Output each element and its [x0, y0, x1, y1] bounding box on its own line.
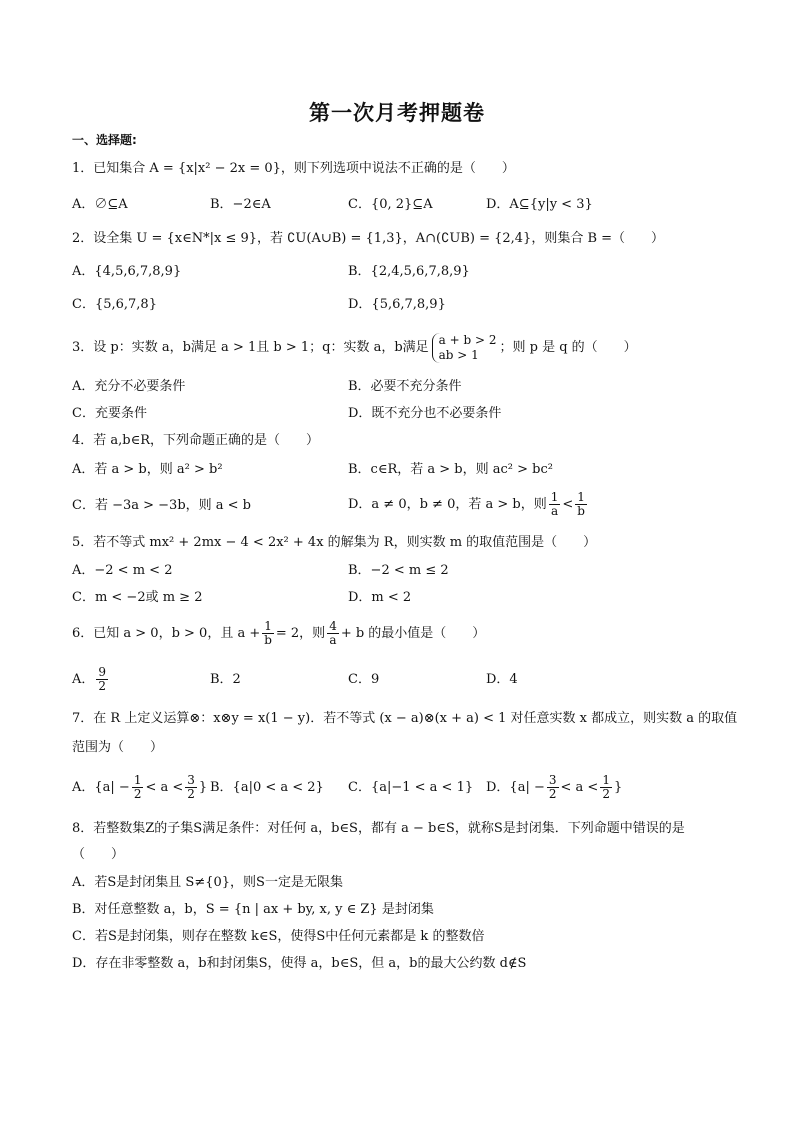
q6-f2-num: 4 [329, 619, 337, 633]
q8-option-a: A．若S是封闭集且 S≠{0}，则S一定是无限集 [72, 875, 343, 890]
q4-option-d-text: D．a ≠ 0，b ≠ 0，若 a > b，则 [348, 497, 547, 512]
q7-a-f1-den: 2 [133, 787, 142, 801]
q4-d-f1-num: 1 [550, 490, 559, 504]
q2-option-b: B．{2,4,5,6,7,8,9} [348, 264, 470, 279]
q4-d-fraction-1 [549, 491, 561, 518]
q6-stem-a: 6．已知 a > 0，b > 0，且 a + [72, 626, 261, 641]
q6-f1-den: b [264, 633, 272, 647]
q4-option-d [348, 490, 589, 520]
q2-option-a: A．{4,5,6,7,8,9} [72, 264, 182, 279]
q7-a-fraction-2 [185, 774, 197, 801]
q6-option-b: B．2 [210, 672, 241, 687]
q3-option-d: D．既不充分也不必要条件 [348, 406, 502, 421]
q6-stem-c: + b 的最小值是（ ） [340, 626, 486, 641]
q6-stem-b: = 2，则 [275, 626, 326, 641]
q6-option-a [72, 664, 110, 696]
q4-d-lt: < [562, 497, 574, 512]
q6-a-num: 9 [98, 665, 107, 679]
page-title: 第一次月考押题卷 [309, 101, 485, 125]
question-6-stem [72, 618, 485, 650]
q6-option-c: C．9 [348, 672, 380, 687]
q5-option-d: D．m < 2 [348, 590, 412, 605]
q7-a-mid: < a < [145, 780, 184, 795]
q6-option-d: D．4 [486, 672, 518, 687]
q7-a-fraction-1 [132, 774, 144, 801]
q7-option-d [486, 772, 622, 804]
q7-d-mid: < a < [560, 780, 599, 795]
q6-f1-num: 1 [264, 619, 272, 633]
q4-d-fraction-2 [575, 491, 587, 518]
q7-a-end: } [198, 780, 208, 795]
q1-option-d: D．A⊆{y|y < 3} [486, 197, 593, 212]
q6-option-a-fraction [96, 666, 108, 693]
q5-option-b: B．−2 < m ≤ 2 [348, 563, 449, 578]
q7-a-f2-den: 2 [187, 787, 195, 801]
q3-option-c: C．充要条件 [72, 406, 147, 421]
q3-option-b: B．必要不充分条件 [348, 379, 462, 394]
q7-d-f2-den: 2 [602, 787, 610, 801]
q5-option-c: C．m < −2或 m ≥ 2 [72, 590, 203, 605]
question-8-stem-line2: （ ） [72, 847, 125, 862]
question-3-stem [72, 332, 637, 364]
q6-option-a-label: A． [72, 672, 95, 687]
q6-f2-den: a [329, 633, 337, 647]
q7-d-f1-num: 3 [548, 773, 557, 787]
q7-d-f2-num: 1 [602, 773, 610, 787]
q1-option-a: A．∅⊆A [72, 197, 128, 212]
question-8-stem-line1: 8．若整数集Z的子集S满足条件：对任何 a，b∈S，都有 a − b∈S，就称S是封闭集．下列命题中错误的是 [72, 821, 685, 836]
question-7-stem-line2: 范围为（ ） [72, 740, 164, 755]
q7-d-fraction-2 [600, 774, 612, 801]
q1-option-b: B．−2∈A [210, 197, 271, 212]
q6-a-den: 2 [98, 679, 107, 693]
q3-stem-b: ；则 p 是 q 的（ ） [499, 340, 637, 355]
question-1-stem: 1．已知集合 A = {x|x² − 2x = 0}，则下列选项中说法不正确的是（ ） [72, 161, 515, 176]
q4-option-a: A．若 a > b，则 a² > b² [72, 462, 223, 477]
section-heading: 一、选择题: [72, 133, 137, 147]
q8-option-b: B．对任意整数 a，b，S = {n | ax + by, x, y ∈ Z} 是封闭集 [72, 902, 434, 917]
q7-d-f1-den: 2 [548, 787, 557, 801]
q7-a-text: A．{a| − [72, 780, 130, 795]
q7-d-fraction-1 [547, 774, 559, 801]
question-5-stem: 5．若不等式 mx² + 2mx − 4 < 2x² + 4x 的解集为 R，则实数 m 的取值范围是（ ） [72, 535, 597, 550]
q4-option-b: B．c∈R，若 a > b，则 ac² > bc² [348, 462, 553, 477]
q8-option-c: C．若S是封闭集，则存在整数 k∈S，使得S中任何元素都是 k 的整数倍 [72, 929, 485, 944]
question-2-stem: 2．设全集 U = {x∈N*|x ≤ 9}，若 ∁U(A∪B) = {1,3}，A∩(∁UB) = {2,4}，则集合 B =（ ） [72, 231, 665, 246]
question-7-stem-line1: 7．在 R 上定义运算⊗：x⊗y = x(1 − y)．若不等式 (x − a)⊗(x + a) < 1 对任意实数 x 都成立，则实数 a 的取值 [72, 711, 738, 726]
q2-option-d: D．{5,6,7,8,9} [348, 297, 446, 312]
q7-a-f2-num: 3 [187, 773, 195, 787]
q4-d-f1-den: a [550, 504, 559, 518]
q6-fraction-2 [327, 620, 339, 647]
question-4-stem: 4．若 a,b∈R，下列命题正确的是（ ） [72, 433, 320, 448]
q3-system-line1: a + b > 2 [438, 332, 497, 347]
q7-d-end: } [613, 780, 623, 795]
q3-stem-a: 3．设 p：实数 a，b满足 a > 1且 b > 1；q：实数 a，b满足 [72, 340, 429, 355]
q3-option-a: A．充分不必要条件 [72, 379, 186, 394]
q6-fraction-1 [262, 620, 274, 647]
q4-d-f2-num: 1 [577, 490, 585, 504]
q4-option-c: C．若 −3a > −3b，则 a < b [72, 498, 251, 513]
q7-option-a [72, 772, 207, 804]
q7-option-c: C．{a|−1 < a < 1} [348, 780, 474, 795]
q7-d-text: D．{a| − [486, 780, 545, 795]
q8-option-d: D．存在非零整数 a，b和封闭集S，使得 a，b∈S，但 a，b的最大公约数 d∉S [72, 956, 527, 971]
q7-option-b: B．{a|0 < a < 2} [210, 780, 324, 795]
q5-option-a: A．−2 < m < 2 [72, 563, 173, 578]
q7-a-f1-num: 1 [133, 773, 142, 787]
q1-option-c: C．{0, 2}⊆A [348, 197, 433, 212]
q2-option-c: C．{5,6,7,8} [72, 297, 157, 312]
q4-d-f2-den: b [577, 504, 585, 518]
q3-system-line2: ab > 1 [438, 347, 479, 362]
q3-system [432, 333, 497, 363]
